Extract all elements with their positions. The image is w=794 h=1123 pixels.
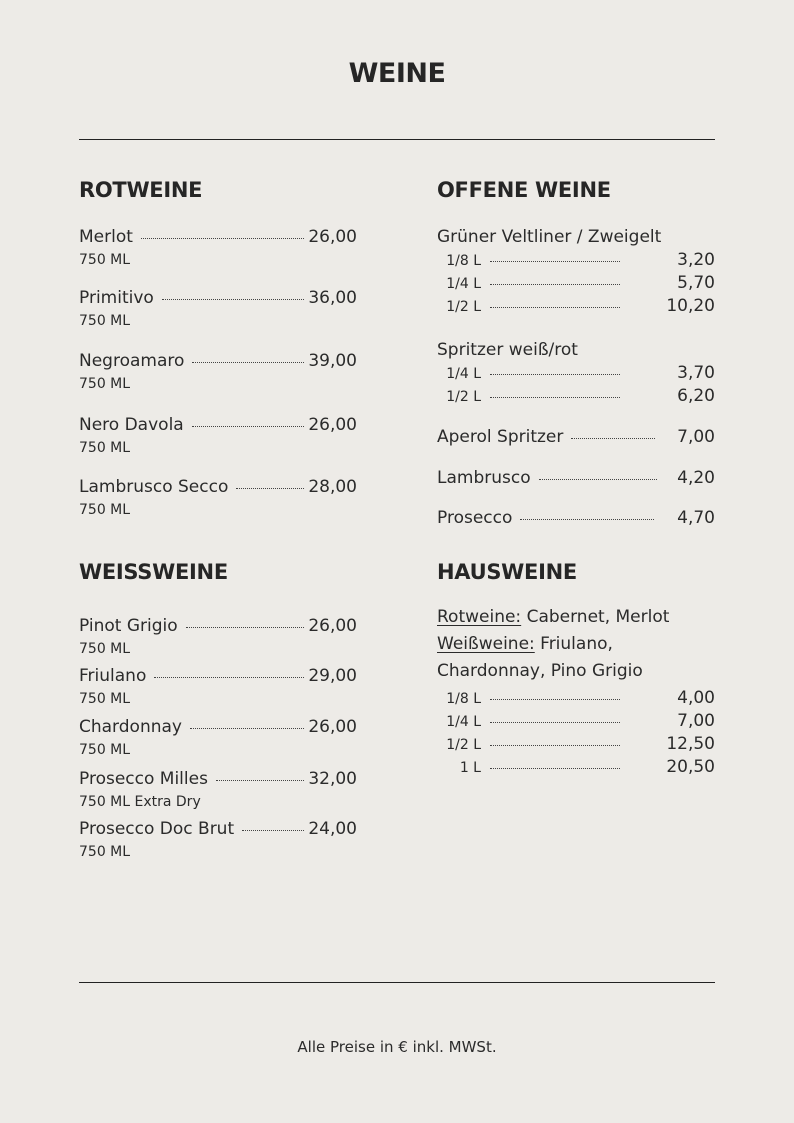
size-row	[443, 386, 715, 409]
item-volume: 750 ML	[79, 691, 131, 707]
rotweine-heading: ROTWEINE	[79, 178, 203, 202]
rotweine-label: Rotweine:	[437, 607, 522, 627]
offene-weine-heading: OFFENE WEINE	[437, 178, 611, 202]
hausweine-weiss-line	[437, 631, 715, 658]
item-name: Friulano	[79, 666, 147, 686]
dot-leader	[520, 518, 654, 520]
item-name: Nero Davola	[79, 415, 184, 435]
item-name: Aperol Spritzer	[437, 427, 564, 447]
dot-leader	[490, 283, 620, 285]
item-volume: 750 ML	[79, 742, 131, 758]
weissweine-label: Weißweine:	[437, 634, 535, 654]
item-name: Prosecco	[437, 508, 513, 528]
dot-leader	[490, 260, 620, 262]
size-price: 5,70	[677, 273, 715, 293]
item-name: Merlot	[79, 227, 133, 247]
item-price: 36,00	[308, 288, 357, 308]
item-name: Prosecco Doc Brut	[79, 819, 235, 839]
size-label: 1/2 L	[446, 737, 481, 753]
dot-leader	[490, 698, 620, 700]
weisswein-item	[79, 616, 357, 658]
item-price: 26,00	[308, 227, 357, 247]
dot-leader	[490, 744, 620, 746]
weissweine-heading: WEISSWEINE	[79, 560, 228, 584]
item-name: Lambrusco Secco	[79, 477, 229, 497]
dot-leader	[490, 306, 620, 308]
size-price: 10,20	[666, 296, 715, 316]
item-name: Chardonnay	[79, 717, 182, 737]
size-price: 20,50	[666, 757, 715, 777]
size-label: 1/8 L	[446, 253, 481, 269]
size-row	[443, 734, 715, 757]
item-volume: 750 ML	[79, 844, 131, 860]
size-price: 3,70	[677, 363, 715, 383]
size-row	[443, 711, 715, 734]
item-price: 24,00	[308, 819, 357, 839]
size-label: 1/2 L	[446, 299, 481, 315]
dot-leader	[192, 361, 304, 363]
item-name: Prosecco Milles	[79, 769, 208, 789]
size-label: 1/2 L	[446, 389, 481, 405]
top-divider	[79, 139, 715, 140]
size-row	[443, 273, 715, 296]
weisswein-item	[79, 666, 357, 708]
offener-wein-item	[437, 468, 715, 488]
item-name: Lambrusco	[437, 468, 531, 488]
item-price: 4,70	[677, 508, 715, 528]
rotwein-item	[79, 415, 357, 457]
dot-leader	[190, 727, 304, 729]
size-row	[443, 296, 715, 319]
page-title: WEINE	[348, 58, 446, 89]
hausweine-sizes	[443, 688, 715, 780]
dot-leader	[154, 676, 304, 678]
hausweine-description	[437, 604, 715, 685]
item-name: Primitivo	[79, 288, 154, 308]
item-price: 7,00	[677, 427, 715, 447]
offener-wein-item	[437, 427, 715, 447]
item-name: Negroamaro	[79, 351, 185, 371]
gruener-veltliner-name: Grüner Veltliner / Zweigelt	[437, 227, 662, 247]
rotwein-item	[79, 351, 357, 393]
size-price: 12,50	[666, 734, 715, 754]
rotwein-item	[79, 227, 357, 269]
spritzer-sizes	[443, 363, 715, 409]
size-label: 1/4 L	[446, 714, 481, 730]
footer-note: Alle Preise in € inkl. MWSt.	[297, 1038, 497, 1056]
item-price: 26,00	[308, 415, 357, 435]
item-volume: 750 ML	[79, 252, 131, 268]
hausweine-rot-line	[437, 604, 715, 631]
item-volume: 750 ML	[79, 313, 131, 329]
dot-leader	[192, 425, 305, 427]
size-row	[443, 363, 715, 386]
weisswein-item	[79, 819, 357, 861]
size-row	[443, 757, 715, 780]
dot-leader	[216, 779, 304, 781]
item-name: Pinot Grigio	[79, 616, 178, 636]
hausweine-heading: HAUSWEINE	[437, 560, 577, 584]
item-price: 4,20	[677, 468, 715, 488]
size-row	[443, 688, 715, 711]
size-label: 1/4 L	[446, 276, 481, 292]
size-price: 6,20	[677, 386, 715, 406]
item-price: 28,00	[308, 477, 357, 497]
dot-leader	[186, 626, 305, 628]
dot-leader	[490, 373, 620, 375]
dot-leader	[236, 487, 304, 489]
hausweine-weiss-line-2: Chardonnay, Pino Grigio	[437, 661, 643, 681]
item-price: 39,00	[308, 351, 357, 371]
item-volume: 750 ML	[79, 502, 131, 518]
item-volume: 750 ML	[79, 440, 131, 456]
dot-leader	[490, 767, 620, 769]
item-volume: 750 ML Extra Dry	[79, 794, 201, 810]
dot-leader	[490, 721, 620, 723]
size-price: 7,00	[677, 711, 715, 731]
item-volume: 750 ML	[79, 641, 131, 657]
size-price: 3,20	[677, 250, 715, 270]
item-price: 26,00	[308, 616, 357, 636]
dot-leader	[242, 829, 304, 831]
size-label: 1/4 L	[446, 366, 481, 382]
weisswein-item	[79, 717, 357, 759]
rotwein-item	[79, 477, 357, 519]
bottom-divider	[79, 982, 715, 983]
dot-leader	[539, 478, 657, 480]
dot-leader	[571, 437, 655, 439]
weisswein-item	[79, 769, 357, 811]
rotweine-text: Cabernet, Merlot	[526, 607, 670, 627]
size-row	[443, 250, 715, 273]
spritzer-name: Spritzer weiß/rot	[437, 340, 578, 360]
dot-leader	[162, 298, 305, 300]
item-price: 29,00	[308, 666, 357, 686]
dot-leader	[490, 396, 620, 398]
offener-wein-item	[437, 508, 715, 528]
size-label: 1 L	[459, 760, 481, 776]
item-price: 32,00	[308, 769, 357, 789]
gruener-veltliner-sizes	[443, 250, 715, 319]
size-price: 4,00	[677, 688, 715, 708]
weissweine-text: Friulano,	[540, 634, 613, 654]
item-price: 26,00	[308, 717, 357, 737]
size-label: 1/8 L	[446, 691, 481, 707]
rotwein-item	[79, 288, 357, 330]
dot-leader	[141, 237, 304, 239]
item-volume: 750 ML	[79, 376, 131, 392]
